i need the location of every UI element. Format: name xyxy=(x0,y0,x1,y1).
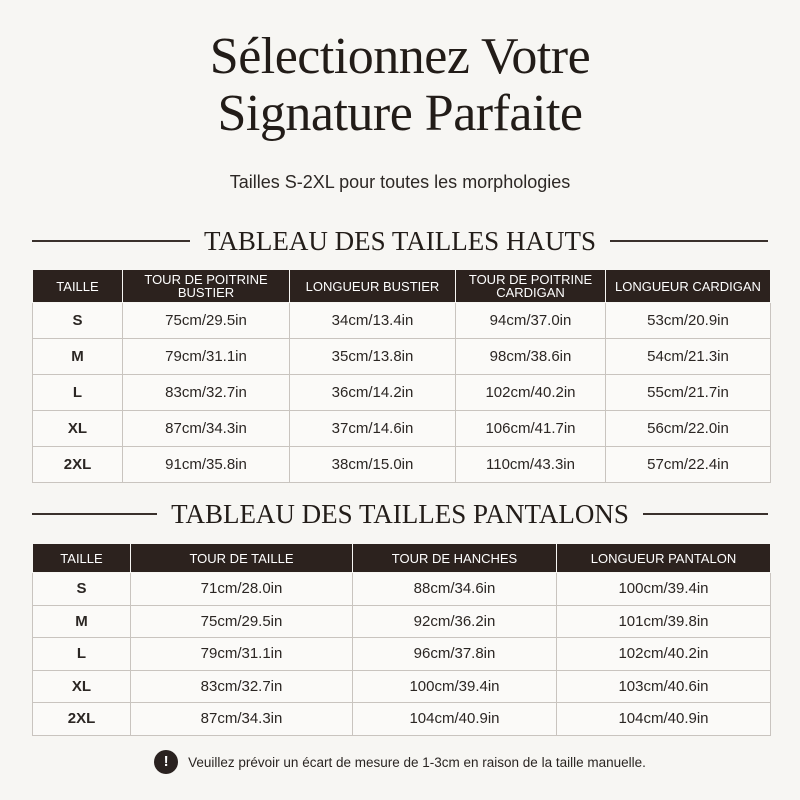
table-cell: 103cm/40.6in xyxy=(557,670,771,703)
table-cell: 54cm/21.3in xyxy=(606,339,771,375)
table-cell: 53cm/20.9in xyxy=(606,303,771,339)
table-cell: 37cm/14.6in xyxy=(290,411,456,447)
table-cell: 79cm/31.1in xyxy=(131,638,353,671)
table-cell: 101cm/39.8in xyxy=(557,605,771,638)
size-cell: XL xyxy=(33,670,131,703)
table-cell: 83cm/32.7in xyxy=(123,375,290,411)
table-row xyxy=(33,447,771,483)
size-cell: L xyxy=(33,638,131,671)
column-header-waist: TOUR DE TAILLE xyxy=(131,544,353,573)
column-header-bustier-length: LONGUEUR BUSTIER xyxy=(290,270,456,303)
table-cell: 56cm/22.0in xyxy=(606,411,771,447)
size-cell: L xyxy=(33,375,123,411)
table-cell: 110cm/43.3in xyxy=(456,447,606,483)
table-cell: 83cm/32.7in xyxy=(131,670,353,703)
table-cell: 106cm/41.7in xyxy=(456,411,606,447)
table-cell: 91cm/35.8in xyxy=(123,447,290,483)
column-header-hips: TOUR DE HANCHES xyxy=(353,544,557,573)
bottoms-size-table xyxy=(32,543,771,736)
divider-left xyxy=(32,240,190,242)
column-header-size: TAILLE xyxy=(33,270,123,303)
table-cell: 75cm/29.5in xyxy=(123,303,290,339)
divider-left xyxy=(32,513,157,515)
bottoms-section-heading xyxy=(32,498,768,530)
table-cell: 96cm/37.8in xyxy=(353,638,557,671)
table-cell: 38cm/15.0in xyxy=(290,447,456,483)
bottoms-heading-text: TABLEAU DES TAILLES PANTALONS xyxy=(171,498,629,529)
tops-size-table xyxy=(32,269,771,483)
column-header-bustier-chest: TOUR DE POITRINE BUSTIER xyxy=(123,270,290,303)
table-row xyxy=(33,638,771,671)
size-cell: S xyxy=(33,573,131,606)
size-cell: M xyxy=(33,339,123,375)
column-header-cardigan-length: LONGUEUR CARDIGAN xyxy=(606,270,771,303)
table-row xyxy=(33,411,771,447)
table-row xyxy=(33,703,771,736)
measurement-note xyxy=(0,750,800,774)
exclamation-icon: ! xyxy=(154,750,178,774)
page-title xyxy=(0,28,800,142)
tops-heading-text: TABLEAU DES TAILLES HAUTS xyxy=(204,225,596,256)
title-line-1: Sélectionnez Votre xyxy=(209,28,591,85)
table-header-row xyxy=(33,544,771,573)
table-cell: 87cm/34.3in xyxy=(131,703,353,736)
table-row xyxy=(33,303,771,339)
column-header-size: TAILLE xyxy=(33,544,131,573)
table-cell: 87cm/34.3in xyxy=(123,411,290,447)
table-cell: 71cm/28.0in xyxy=(131,573,353,606)
table-cell: 104cm/40.9in xyxy=(557,703,771,736)
table-cell: 94cm/37.0in xyxy=(456,303,606,339)
table-row xyxy=(33,339,771,375)
table-cell: 92cm/36.2in xyxy=(353,605,557,638)
table-cell: 36cm/14.2in xyxy=(290,375,456,411)
title-line-2: Signature Parfaite xyxy=(217,85,583,142)
table-cell: 104cm/40.9in xyxy=(353,703,557,736)
size-cell: XL xyxy=(33,411,123,447)
size-cell: S xyxy=(33,303,123,339)
note-text: Veuillez prévoir un écart de mesure de 1-3cm en raison de la taille manuelle. xyxy=(188,754,646,770)
table-row xyxy=(33,670,771,703)
table-header-row xyxy=(33,270,771,303)
page-subtitle: Tailles S-2XL pour toutes les morphologies xyxy=(229,172,571,192)
table-row xyxy=(33,573,771,606)
size-cell: 2XL xyxy=(33,447,123,483)
divider-right xyxy=(610,240,768,242)
table-cell: 79cm/31.1in xyxy=(123,339,290,375)
table-cell: 100cm/39.4in xyxy=(557,573,771,606)
table-cell: 57cm/22.4in xyxy=(606,447,771,483)
table-cell: 75cm/29.5in xyxy=(131,605,353,638)
size-cell: M xyxy=(33,605,131,638)
divider-right xyxy=(643,513,768,515)
column-header-cardigan-chest: TOUR DE POITRINE CARDIGAN xyxy=(456,270,606,303)
table-cell: 35cm/13.8in xyxy=(290,339,456,375)
table-cell: 102cm/40.2in xyxy=(456,375,606,411)
column-header-pant-length: LONGUEUR PANTALON xyxy=(557,544,771,573)
table-cell: 98cm/38.6in xyxy=(456,339,606,375)
table-row xyxy=(33,375,771,411)
table-row xyxy=(33,605,771,638)
size-cell: 2XL xyxy=(33,703,131,736)
table-cell: 102cm/40.2in xyxy=(557,638,771,671)
table-cell: 55cm/21.7in xyxy=(606,375,771,411)
table-cell: 34cm/13.4in xyxy=(290,303,456,339)
tops-section-heading xyxy=(32,225,768,257)
table-cell: 88cm/34.6in xyxy=(353,573,557,606)
table-cell: 100cm/39.4in xyxy=(353,670,557,703)
